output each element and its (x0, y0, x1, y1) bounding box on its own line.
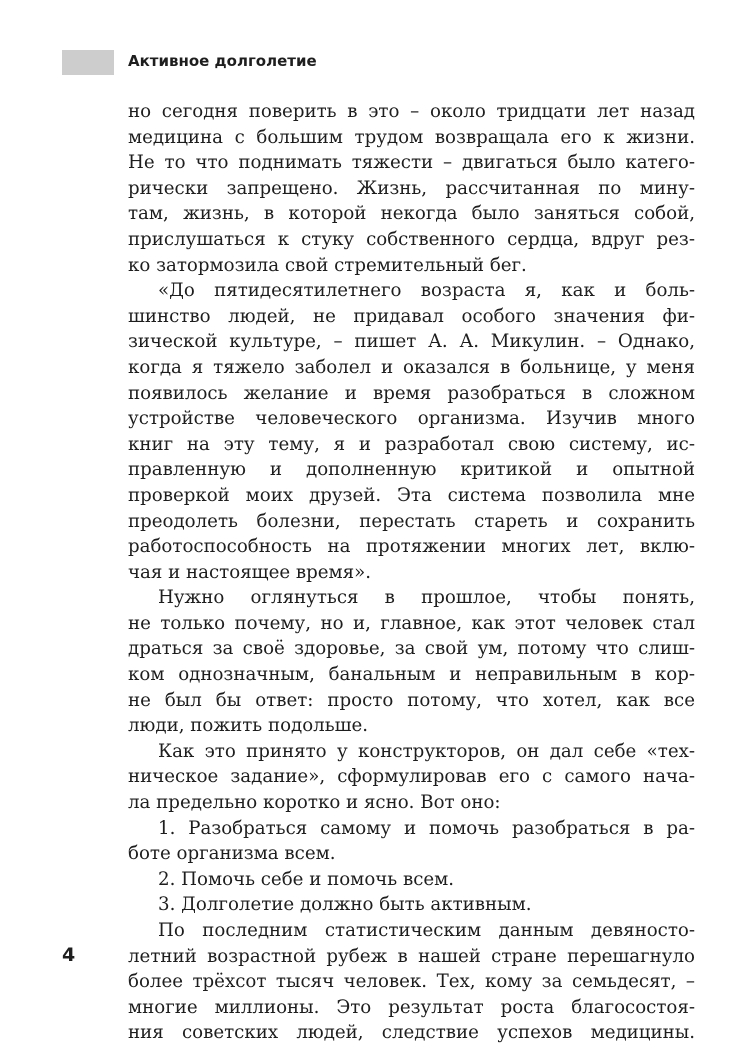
text-line: медицина с большим трудом возвращала его к жизни. (128, 126, 695, 148)
text-line: драться за своё здоровье, за свой ум, потому что слиш- (128, 638, 695, 660)
text-line: там, жизнь, в которой некогда было заняться собой, (128, 203, 695, 225)
body-text (128, 99, 695, 1046)
text-line: Не то что поднимать тяжести – двигаться было катего- (128, 152, 695, 174)
text-line: работоспособность на протяжении многих лет, вклю- (128, 536, 695, 558)
list-item-3: 3. Долголетие должно быть активным. (158, 894, 532, 916)
text-line: преодолеть болезни, перестать стареть и сохранить (128, 510, 695, 532)
text-line: летний возрастной рубеж в нашей стране перешагнуло (128, 945, 695, 967)
text-line: многие миллионы. Это результат роста благосостоя- (128, 996, 695, 1018)
text-line: книг на эту тему, я и разработал свою систему, ис- (128, 433, 695, 455)
text-line: Как это принято у конструкторов, он дал себе «тех- (158, 740, 695, 762)
text-line: не был бы ответ: просто потому, что хотел, как все (128, 689, 695, 711)
list-item-2: 2. Помочь себе и помочь всем. (158, 868, 455, 890)
text-line: «До пятидесятилетнего возраста я, как и боль- (158, 280, 695, 302)
text-line: боте организма всем. (128, 843, 336, 865)
text-line: ния советских людей, следствие успехов медицины. (128, 1022, 695, 1044)
header-bar (62, 50, 114, 75)
text-line: более трёхсот тысяч человек. Тех, кому за семьдесят, – (128, 971, 695, 993)
text-line: но сегодня поверить в это – около тридцати лет назад (128, 101, 695, 122)
text-line: ла предельно коротко и ясно. Вот оно: (128, 792, 501, 814)
text-line: чая и настоящее время». (128, 561, 372, 583)
list-item-1: 1. Разобраться самому и помочь разобраться в ра- (158, 817, 695, 839)
text-line: не только почему, но и, главное, как этот человек стал (128, 612, 695, 634)
text-line: шинство людей, не придавал особого значения фи- (128, 305, 695, 327)
text-line: прислушаться к стуку собственного сердца, вдруг рез- (128, 228, 695, 250)
text-line: зической культуре, – пишет А. А. Микулин. – Однако, (128, 331, 695, 353)
text-line: устройстве человеческого организма. Изучив много (128, 408, 695, 430)
text-line: проверкой моих друзей. Эта система позволила мне (128, 484, 695, 506)
text-line: ком однозначным, банальным и неправильным в кор- (128, 664, 695, 686)
running-head: Активное долголетие (128, 52, 317, 70)
text-line: появилось желание и время разобраться в сложном (128, 382, 695, 404)
text-line: когда я тяжело заболел и оказался в больнице, у меня (128, 356, 695, 378)
text-line: ко затормозила свой стремительный бег. (128, 254, 527, 276)
text-line: По последним статистическим данным девяносто- (158, 920, 695, 941)
text-line: рически запрещено. Жизнь, рассчитанная по мину- (128, 177, 695, 199)
text-line: правленную и дополненную критикой и опытной (128, 459, 695, 481)
text-line: Нужно оглянуться в прошлое, чтобы понять, (158, 587, 695, 609)
page-number: 4 (62, 944, 76, 966)
text-line: люди, пожить подольше. (128, 715, 369, 737)
text-line: ническое задание», сформулировав его с самого нача- (128, 766, 695, 788)
